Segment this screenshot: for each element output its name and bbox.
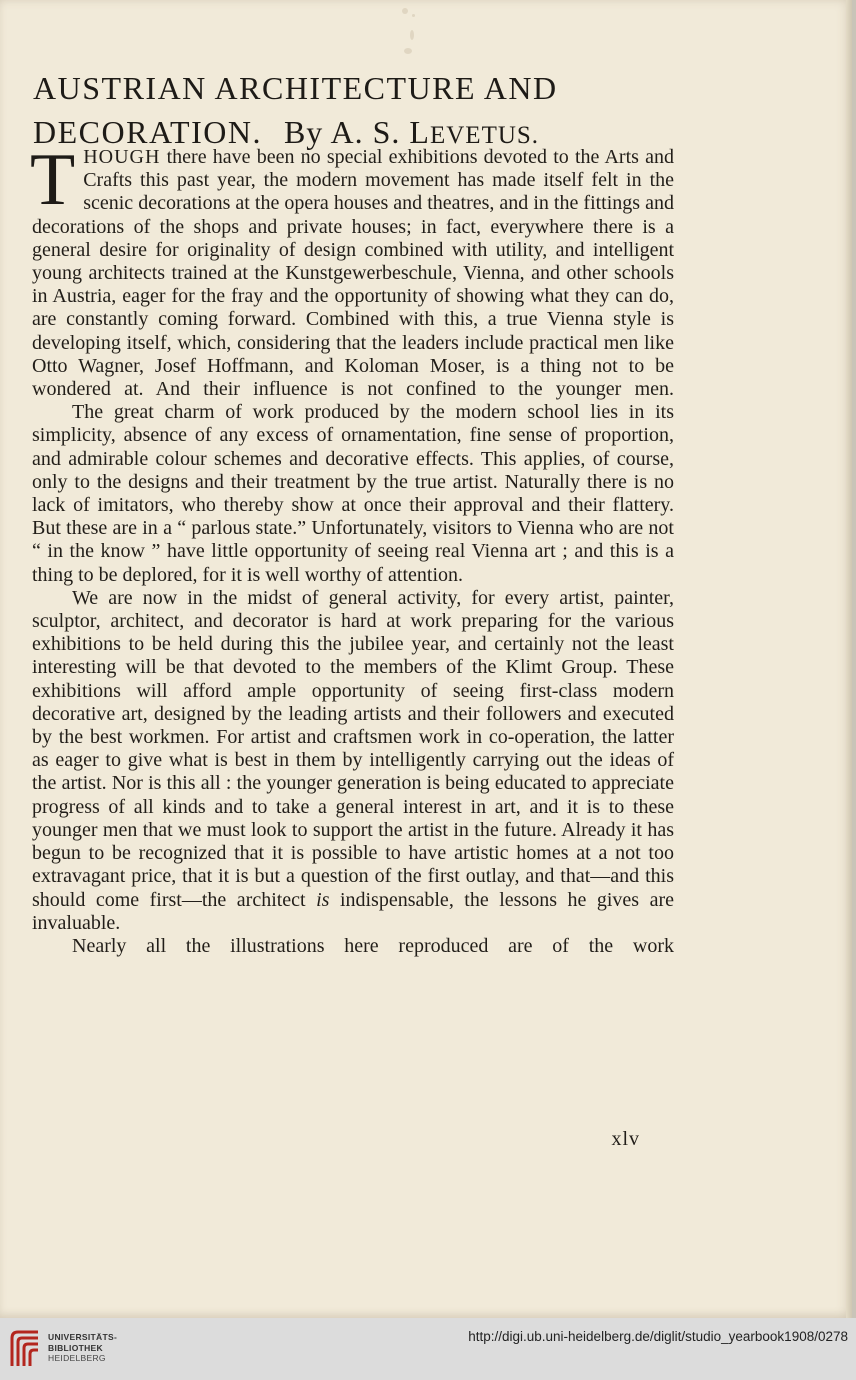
paragraph-1-text: there have been no special exhibitions devoted to the Arts and Crafts this past year, the modern movement has made itself felt in the scenic decorations at the opera houses and theatres, and in the fittings and decorations of the shops and private houses; in fact, everywhere there is a general desire for originality of design combined with utility, and intelligent young architects trained at the Kunstgewerbeschule, Vienna, and other schools in Austria, eager for the fray and the opportunity of showing what they can do, are constantly coming forward. Combined with this, a true Vienna style is developing itself, which, considering that the leaders include practical men like Otto Wagner, Josef Hoffmann, and Koloman Moser, is a thing not to be wondered at. And their influence is not confined to the younger men. — [32, 146, 674, 401]
paragraph-3-text-a: We are now in the midst of general activity, for every artist, painter, sculptor, architect, and decorator is hard at work preparing for the various exhibitions to be held during this the jubilee year, and certainly not the least interesting will be that devoted to the members of the Klimt Group. These exhibitions will afford ample opportunity of seeing first-class modern decorative art, designed by the leading artists and their followers and executed by the best workmen. For artist and craftsmen work in co-operation, the latter as eager to give what is best in them by intelligently carrying out the ideas of the artist. Nor is this all : the younger generation is being educated to appreciate progress of all kinds and to take a general interest in art, and it is to these younger men that we must look to support the artist in the future. Already it has begun to be recognized that it is possible to have artistic homes at a not too extravagant price, that it is but a question of the first outlay, and that—and this should come first—the architect — [32, 586, 674, 911]
paragraph-3 — [32, 587, 674, 935]
title-line-2: DECORATION. — [33, 114, 262, 150]
library-logo-icon — [8, 1328, 42, 1370]
byline-initials: A. S. — [330, 114, 401, 150]
paper-speck — [404, 48, 412, 54]
library-footer — [0, 1318, 856, 1380]
library-name-line-1: UNIVERSITÄTS- — [48, 1332, 118, 1342]
page-number: xlv — [611, 1128, 640, 1150]
article-title — [33, 66, 673, 158]
drop-cap: T — [30, 139, 76, 221]
byline-surname-rest: EVETUS. — [429, 122, 540, 149]
source-url[interactable]: http://digi.ub.uni-heidelberg.de/diglit/studio_yearbook1908/0278 — [468, 1329, 848, 1344]
byline-by: By — [283, 114, 324, 150]
paragraph-2: The great charm of work produced by the modern school lies in its simplicity, absence of any excess of ornamentation, fine sense of proportion, and admirable colour schemes and decorative effects. This applies, of course, only to the designs and their treatment by the true artist. Naturally there is no lack of imitators, who thereby show at once their approval and their flattery. But these are in a “ parlous state.” Unfortunately, visitors to Vienna who are not “ in the know ” have little opportunity of seeing real Vienna art ; and this is a thing to be deplored, for it is well worthy of attention. — [32, 401, 674, 586]
paragraph-3-text-b: indispensable, the lessons he gives are invaluable. — [32, 888, 674, 934]
paragraph-1-lead: HOUGH — [83, 146, 161, 168]
library-name-line-3: HEIDELBERG — [48, 1353, 106, 1363]
byline-surname-initial: L — [409, 114, 430, 150]
byline — [284, 114, 539, 150]
paper-speck — [410, 30, 414, 40]
paragraph-3-italic: is — [316, 888, 330, 911]
library-name-line-2: BIBLIOTHEK — [48, 1342, 103, 1353]
paper-speck — [402, 8, 408, 14]
library-name — [48, 1332, 117, 1364]
paper-speck — [412, 14, 415, 17]
paragraph-1 — [30, 139, 674, 401]
title-line-1: AUSTRIAN ARCHITECTURE AND — [33, 70, 558, 106]
article-body — [30, 139, 674, 958]
paragraph-4: Nearly all the illustrations here reproduced are of the work — [72, 934, 674, 957]
